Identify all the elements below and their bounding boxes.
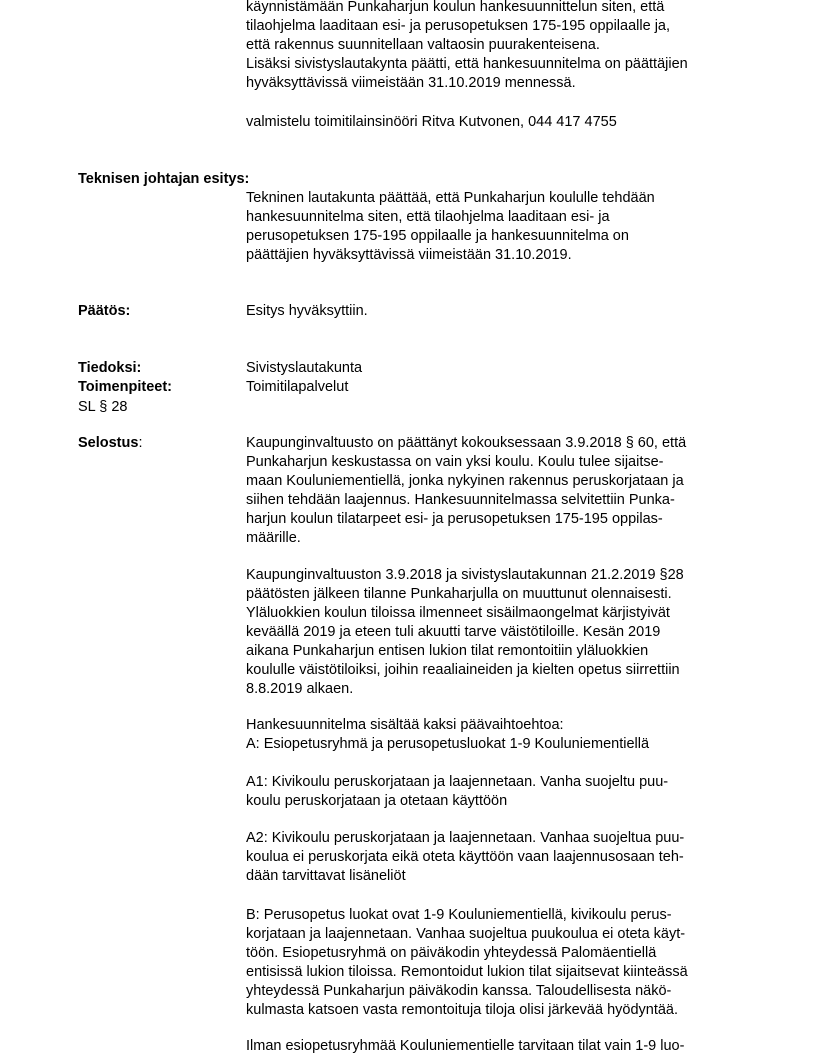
text-line: hankesuunnitelma siten, että tilaohjelma laaditaan esi- ja [246,209,610,225]
explanation-paragraph-4 [246,773,746,811]
text-line: tilaohjelma laaditaan esi- ja perusopetuksen 175-195 oppilaalle ja, [246,18,671,34]
text-line: Hankesuunnitelma sisältää kaksi päävaihtoehtoa: [246,717,564,733]
text-line: että rakennus suunnitellaan valtaosin puurakenteisena. [246,37,600,53]
proposal-text [246,189,746,265]
decision-label: Päätös: [78,303,131,319]
text-line: valmistelu toimitilainsinööri Ritva Kutvonen, 044 417 4755 [246,114,617,130]
preparer-line [246,113,746,132]
text-line: käynnistämään Punkaharjun koulun hankesuunnittelun siten, että [246,0,665,15]
text-line: Esitys hyväksyttiin. [246,303,368,319]
recipient-value: Sivistyslautakunta [246,360,363,376]
explanation-label-text: Selostus [78,435,139,451]
text-line: päätösten jälkeen tilanne Punkaharjulla on muuttunut olennaisesti. [246,586,672,602]
text-line: koulu peruskorjataan ja otetaan käyttöön [246,793,508,809]
text-line: A: Esiopetusryhmä ja perusopetusluokat 1-9 Kouluniementiellä [246,736,650,752]
text-line: 8.8.2019 alkaen. [246,681,354,697]
text-line: määrille. [246,530,301,546]
text-line: korjataan ja laajennetaan. Vanhaa suojeltua puukoulua ei oteta käyt- [246,926,686,942]
explanation-paragraph-1 [246,434,746,548]
text-line: yhteydessä Punkaharjun päiväkodin kanssa. Taloudellisesta näkö- [246,983,672,999]
text-line: Punkaharjun keskustassa on vain yksi koulu. Koulu tulee sijaitse- [246,454,664,470]
action-value: Toimitilapalvelut [246,379,349,395]
explanation-paragraph-7 [246,1037,746,1056]
explanation-paragraph-2 [246,566,746,699]
explanation-paragraph-6 [246,906,746,1020]
explanation-label [78,434,142,453]
text-line: A1: Kivikoulu peruskorjataan ja laajennetaan. Vanha suojeltu puu- [246,774,669,790]
text-line: entisissä lukion tiloissa. Remontoidut lukion tilat sijaitsevat kiinteässä [246,964,688,980]
explanation-paragraph-5 [246,829,746,886]
text-line: kulmasta katsoen vasta remontoituja tiloja olisi järkevää hyödyntää. [246,1002,679,1018]
explanation-paragraph-3 [246,716,746,754]
text-line: perusopetuksen 175-195 oppilaalle ja hankesuunnitelma on [246,228,629,244]
reference-label: SL § 28 [78,399,128,415]
text-line: siihen tehdään laajennus. Hankesuunnitelmassa selvitettiin Punka- [246,492,675,508]
text-line: aikana Punkaharjun entisen lukion tilat remontoitiin yläluokkien [246,643,649,659]
text-line: A2: Kivikoulu peruskorjataan ja laajennetaan. Vanhaa suojeltua puu- [246,830,685,846]
text-line: koulua ei peruskorjata eikä oteta käyttöön vaan laajennusosaan teh- [246,849,684,865]
intro-paragraph [246,0,746,93]
text-line: töön. Esiopetusryhmä on päiväkodin yhteydessä Palomäentiellä [246,945,657,961]
text-line: maan Kouluniementiellä, jonka nykyinen rakennus peruskorjataan ja [246,473,684,489]
text-line: Ilman esiopetusryhmää Kouluniementielle tarvitaan tilat vain 1-9 luo- [246,1038,685,1054]
text-line: dään tarvittavat lisäneliöt [246,868,406,884]
text-line: harjun koulun tilatarpeet esi- ja perusopetuksen 175-195 oppilas- [246,511,663,527]
text-line: B: Perusopetus luokat ovat 1-9 Kouluniementiellä, kivikoulu perus- [246,907,672,923]
text-line: Yläluokkien koulun tiloissa ilmenneet sisäilmaongelmat kärjistyivät [246,605,670,621]
text-line: päättäjien hyväksyttävissä viimeistään 31.10.2019. [246,247,572,263]
text-line: Kaupunginvaltuuston 3.9.2018 ja sivistyslautakunnan 21.2.2019 §28 [246,567,684,583]
text-line: Tekninen lautakunta päättää, että Punkaharjun koululle tehdään [246,190,655,206]
text-line: Lisäksi sivistyslautakynta päätti, että hankesuunnitelma on päättäjien [246,56,688,72]
text-line: koululle väistötiloiksi, joihin reaaliaineiden ja kielten opetus siirrettiin [246,662,680,678]
tiedoksi-label: Tiedoksi: [78,360,142,376]
toimenpiteet-label: Toimenpiteet: [78,379,172,395]
decision-text [246,302,746,321]
text-line: hyväksyttävissä viimeistään 31.10.2019 mennessä. [246,75,576,91]
proposal-label: Teknisen johtajan esitys: [78,171,250,187]
text-line: keväällä 2019 ja eteen tuli akuutti tarve väistötiloille. Kesän 2019 [246,624,661,640]
explanation-label-colon: : [138,435,143,451]
info-values [246,359,746,397]
text-line: Kaupunginvaltuusto on päättänyt kokouksessaan 3.9.2018 § 60, että [246,435,687,451]
